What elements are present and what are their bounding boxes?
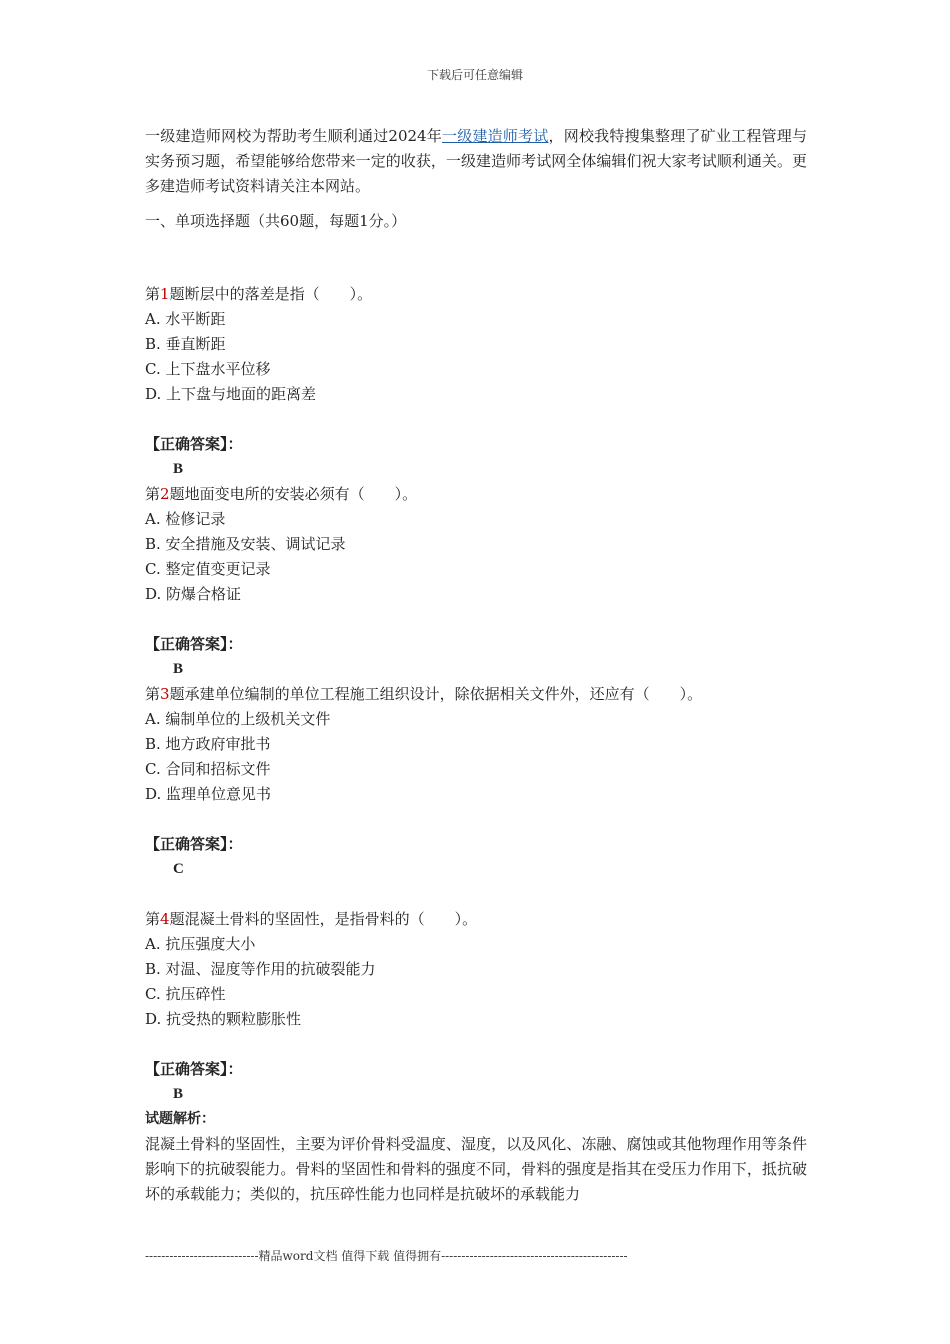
answer-label: 【正确答案】：: [145, 835, 243, 853]
option-b: B. 垂直断距: [145, 335, 226, 353]
question-text: 题地面变电所的安装必须有（ ）。: [169, 485, 418, 503]
option-b: B. 安全措施及安装、调试记录: [145, 535, 346, 553]
option-a: A. 水平断距: [145, 310, 226, 328]
option-d: D. 抗受热的颗粒膨胀性: [145, 1010, 302, 1028]
question-prefix: 第: [145, 485, 161, 503]
intro-text-after: ，网校我特搜集整理了矿业工程管理与实务预习题，希望能够给您带来一定的收获，一级建造师考试网全体编辑们祝大家考试顺利通关。更多建造师考试资料请关注本网站。: [145, 127, 807, 195]
analysis-label: 试题解析：: [145, 1111, 215, 1127]
answer-value: B: [173, 1086, 184, 1102]
answer-value: B: [173, 461, 184, 477]
page-footer: ----------------------------精品word文档 值得下载 值得拥有----------------------------------------------: [145, 1249, 628, 1263]
question-prefix: 第: [145, 685, 161, 703]
question-stem: [145, 907, 807, 932]
question-1: [145, 282, 807, 482]
question-text: 题混凝土骨料的坚固性，是指骨料的（ ）。: [169, 910, 478, 928]
intro-text-before: 一级建造师网校为帮助考生顺利通过2024年: [145, 127, 443, 145]
option-d: D. 防爆合格证: [145, 585, 242, 603]
question-prefix: 第: [145, 910, 161, 928]
spacer: [145, 882, 807, 907]
question-2: [145, 482, 807, 682]
question-stem: [145, 482, 807, 507]
answer-label: 【正确答案】：: [145, 1060, 243, 1078]
option-a: A. 检修记录: [145, 510, 226, 528]
question-number: 4: [160, 910, 170, 928]
intro-paragraph: [145, 124, 807, 199]
question-prefix: 第: [145, 285, 161, 303]
answer-value: C: [173, 861, 184, 877]
answer-value: B: [173, 661, 184, 677]
option-c: C. 上下盘水平位移: [145, 360, 271, 378]
analysis-text: 混凝土骨料的坚固性，主要为评价骨料受温度、湿度，以及风化、冻融、腐蚀或其他物理作用等条件影响下的抗破裂能力。骨料的坚固性和骨料的强度不同，骨料的强度是指其在受压力作用下，抵抗破坏的承载能力；类似的，抗压碎性能力也同样是抗破坏的承载能力: [145, 1135, 807, 1203]
question-text: 题断层中的落差是指（ ）。: [169, 285, 373, 303]
question-4: [145, 907, 807, 1207]
section-title: 一、单项选择题（共60题，每题1分。）: [145, 212, 407, 230]
question-stem: [145, 282, 807, 307]
answer-label: 【正确答案】：: [145, 435, 243, 453]
question-3: [145, 682, 807, 907]
question-number: 2: [160, 485, 170, 503]
option-d: D. 监理单位意见书: [145, 785, 272, 803]
option-b: B. 对温、湿度等作用的抗破裂能力: [145, 960, 376, 978]
spacer: [145, 407, 807, 432]
option-a: A. 编制单位的上级机关文件: [145, 710, 331, 728]
page-header: 下载后可任意编辑: [426, 68, 523, 82]
option-c: C. 抗压碎性: [145, 985, 226, 1003]
option-c: C. 合同和招标文件: [145, 760, 271, 778]
question-number: 1: [160, 285, 170, 303]
question-text: 题承建单位编制的单位工程施工组织设计，除依据相关文件外，还应有（ ）。: [169, 685, 703, 703]
question-number: 3: [160, 685, 170, 703]
option-a: A. 抗压强度大小: [145, 935, 256, 953]
option-c: C. 整定值变更记录: [145, 560, 271, 578]
option-d: D. 上下盘与地面的距离差: [145, 385, 317, 403]
spacer: [145, 807, 807, 832]
option-b: B. 地方政府审批书: [145, 735, 271, 753]
exam-link[interactable]: 一级建造师考试: [442, 127, 549, 145]
question-stem: [145, 682, 807, 707]
spacer: [145, 1032, 807, 1057]
document-body: [145, 124, 807, 1207]
spacer: [145, 234, 807, 282]
spacer: [145, 607, 807, 632]
answer-label: 【正确答案】：: [145, 635, 243, 653]
